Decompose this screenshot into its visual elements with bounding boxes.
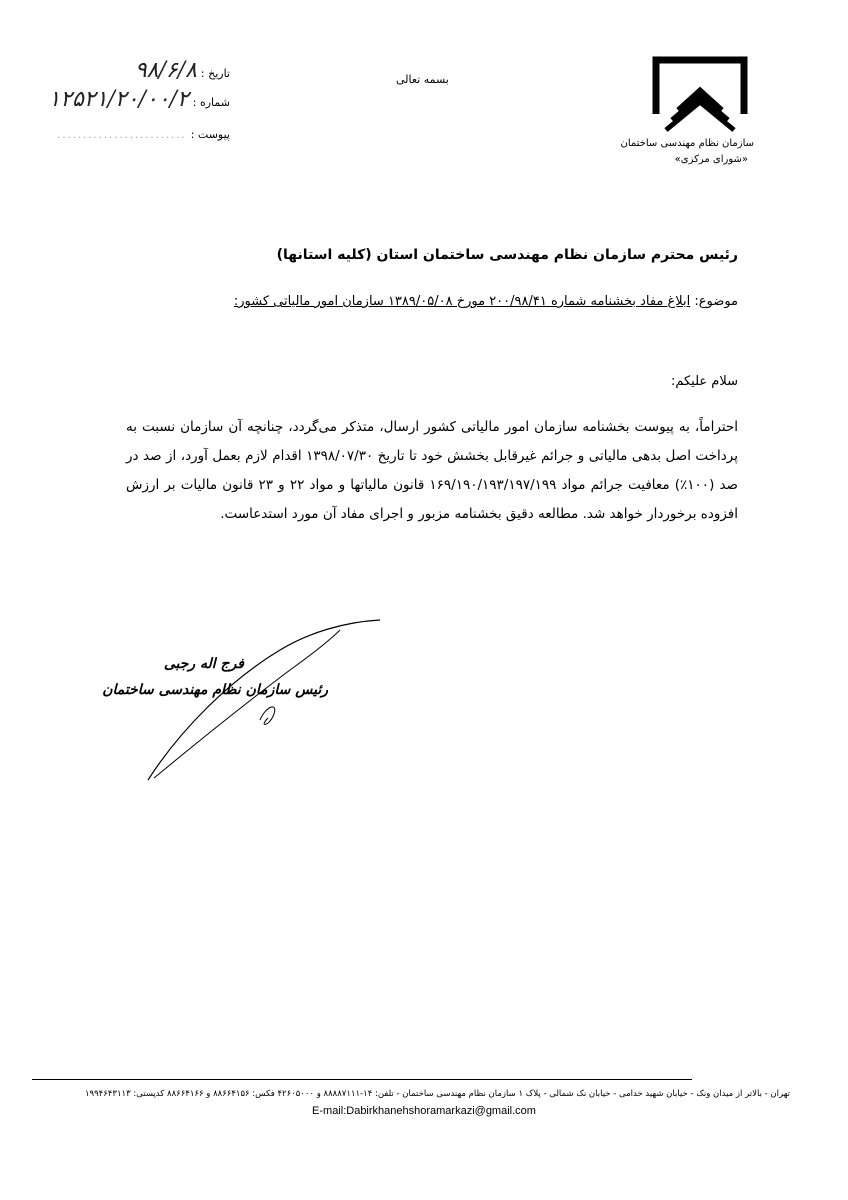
meta-date — [135, 58, 230, 83]
subject-text: ابلاغ مفاد بخشنامه شماره ۲۰۰/۹۸/۴۱ مورخ ۱۳۸۹/۰۵/۰۸ سازمان امور مالیاتی کشور: — [233, 294, 691, 309]
organization-name: سازمان نظام مهندسی ساختمان — [620, 138, 754, 149]
footer-divider — [32, 1079, 692, 1080]
date-label: تاریخ : — [200, 67, 230, 80]
number-value: ۱۲۵۲۱/۲۰/۰۰/۲ — [48, 87, 189, 112]
signature-scribble — [140, 610, 390, 790]
number-label: شماره : — [192, 96, 230, 109]
letter-body: احتراماً، به پیوست بخشنامه سازمان امور مالیاتی کشور ارسال، متذکر می‌گردد، چنانچه آن سازمان نسبت به پرداخت اصل بدهی مالیاتی و جرائم غیرقابل بخشش خود تا تاریخ ۱۳۹۸/۰۷/۳۰ اقدام لازم بعمل آورد، از صد در صد (۱۰۰٪) معافیت جرائم مواد ۱۶۹/۱۹۰/۱۹۳/۱۹۷/۱۹۹ قانون مالیاتها و مواد ۲۲ و ۲۳ قانون مالیات بر ارزش افزوده برخوردار خواهد شد. مطالعه دقیق بخشنامه مزبور و اجرای مفاد آن مورد استدعاست. — [126, 419, 739, 522]
recipient-line: رئیس محترم سازمان نظام مهندسی ساختمان استان (کلیه استانها) — [276, 247, 738, 263]
footer-address: تهران - بالاتر از میدان ونک - خیابان شهید خدامی - خیابان نک شمالی - پلاک ۱ سازمان نظام مهندسی ساختمان - تلفن: ۱۴-۸۸۸۸۷۱۱۱ و ۴۲۶۰۵۰۰۰ فکس: ۸۸۶۶۴۱۵۶ و ۸۸۶۶۴۱۶۶ کدپستی: ۱۹۹۴۶۴۳۱۱۳ — [84, 1089, 790, 1099]
meta-number — [48, 87, 230, 112]
subject-label: موضوع: — [694, 294, 738, 309]
date-value: ۹۸/۶/۸ — [134, 58, 197, 83]
signer-name: فرج اله رجبی — [163, 656, 244, 672]
attachment-label: پیوست : — [190, 128, 230, 141]
meta-attachment — [57, 128, 230, 141]
organization-logo — [638, 52, 758, 142]
greeting: سلام علیکم: — [670, 374, 738, 389]
basmala: بسمه تعالی — [396, 73, 449, 86]
subject-line — [234, 294, 738, 309]
attachment-placeholder-dots: ......................... — [57, 130, 187, 141]
signer-title: رئیس سازمان نظام مهندسی ساختمان — [102, 682, 328, 698]
organization-subtitle: «شورای مرکزی» — [674, 154, 748, 165]
footer-email: E-mail:Dabirkhanehshoramarkazi@gmail.com — [312, 1105, 536, 1117]
